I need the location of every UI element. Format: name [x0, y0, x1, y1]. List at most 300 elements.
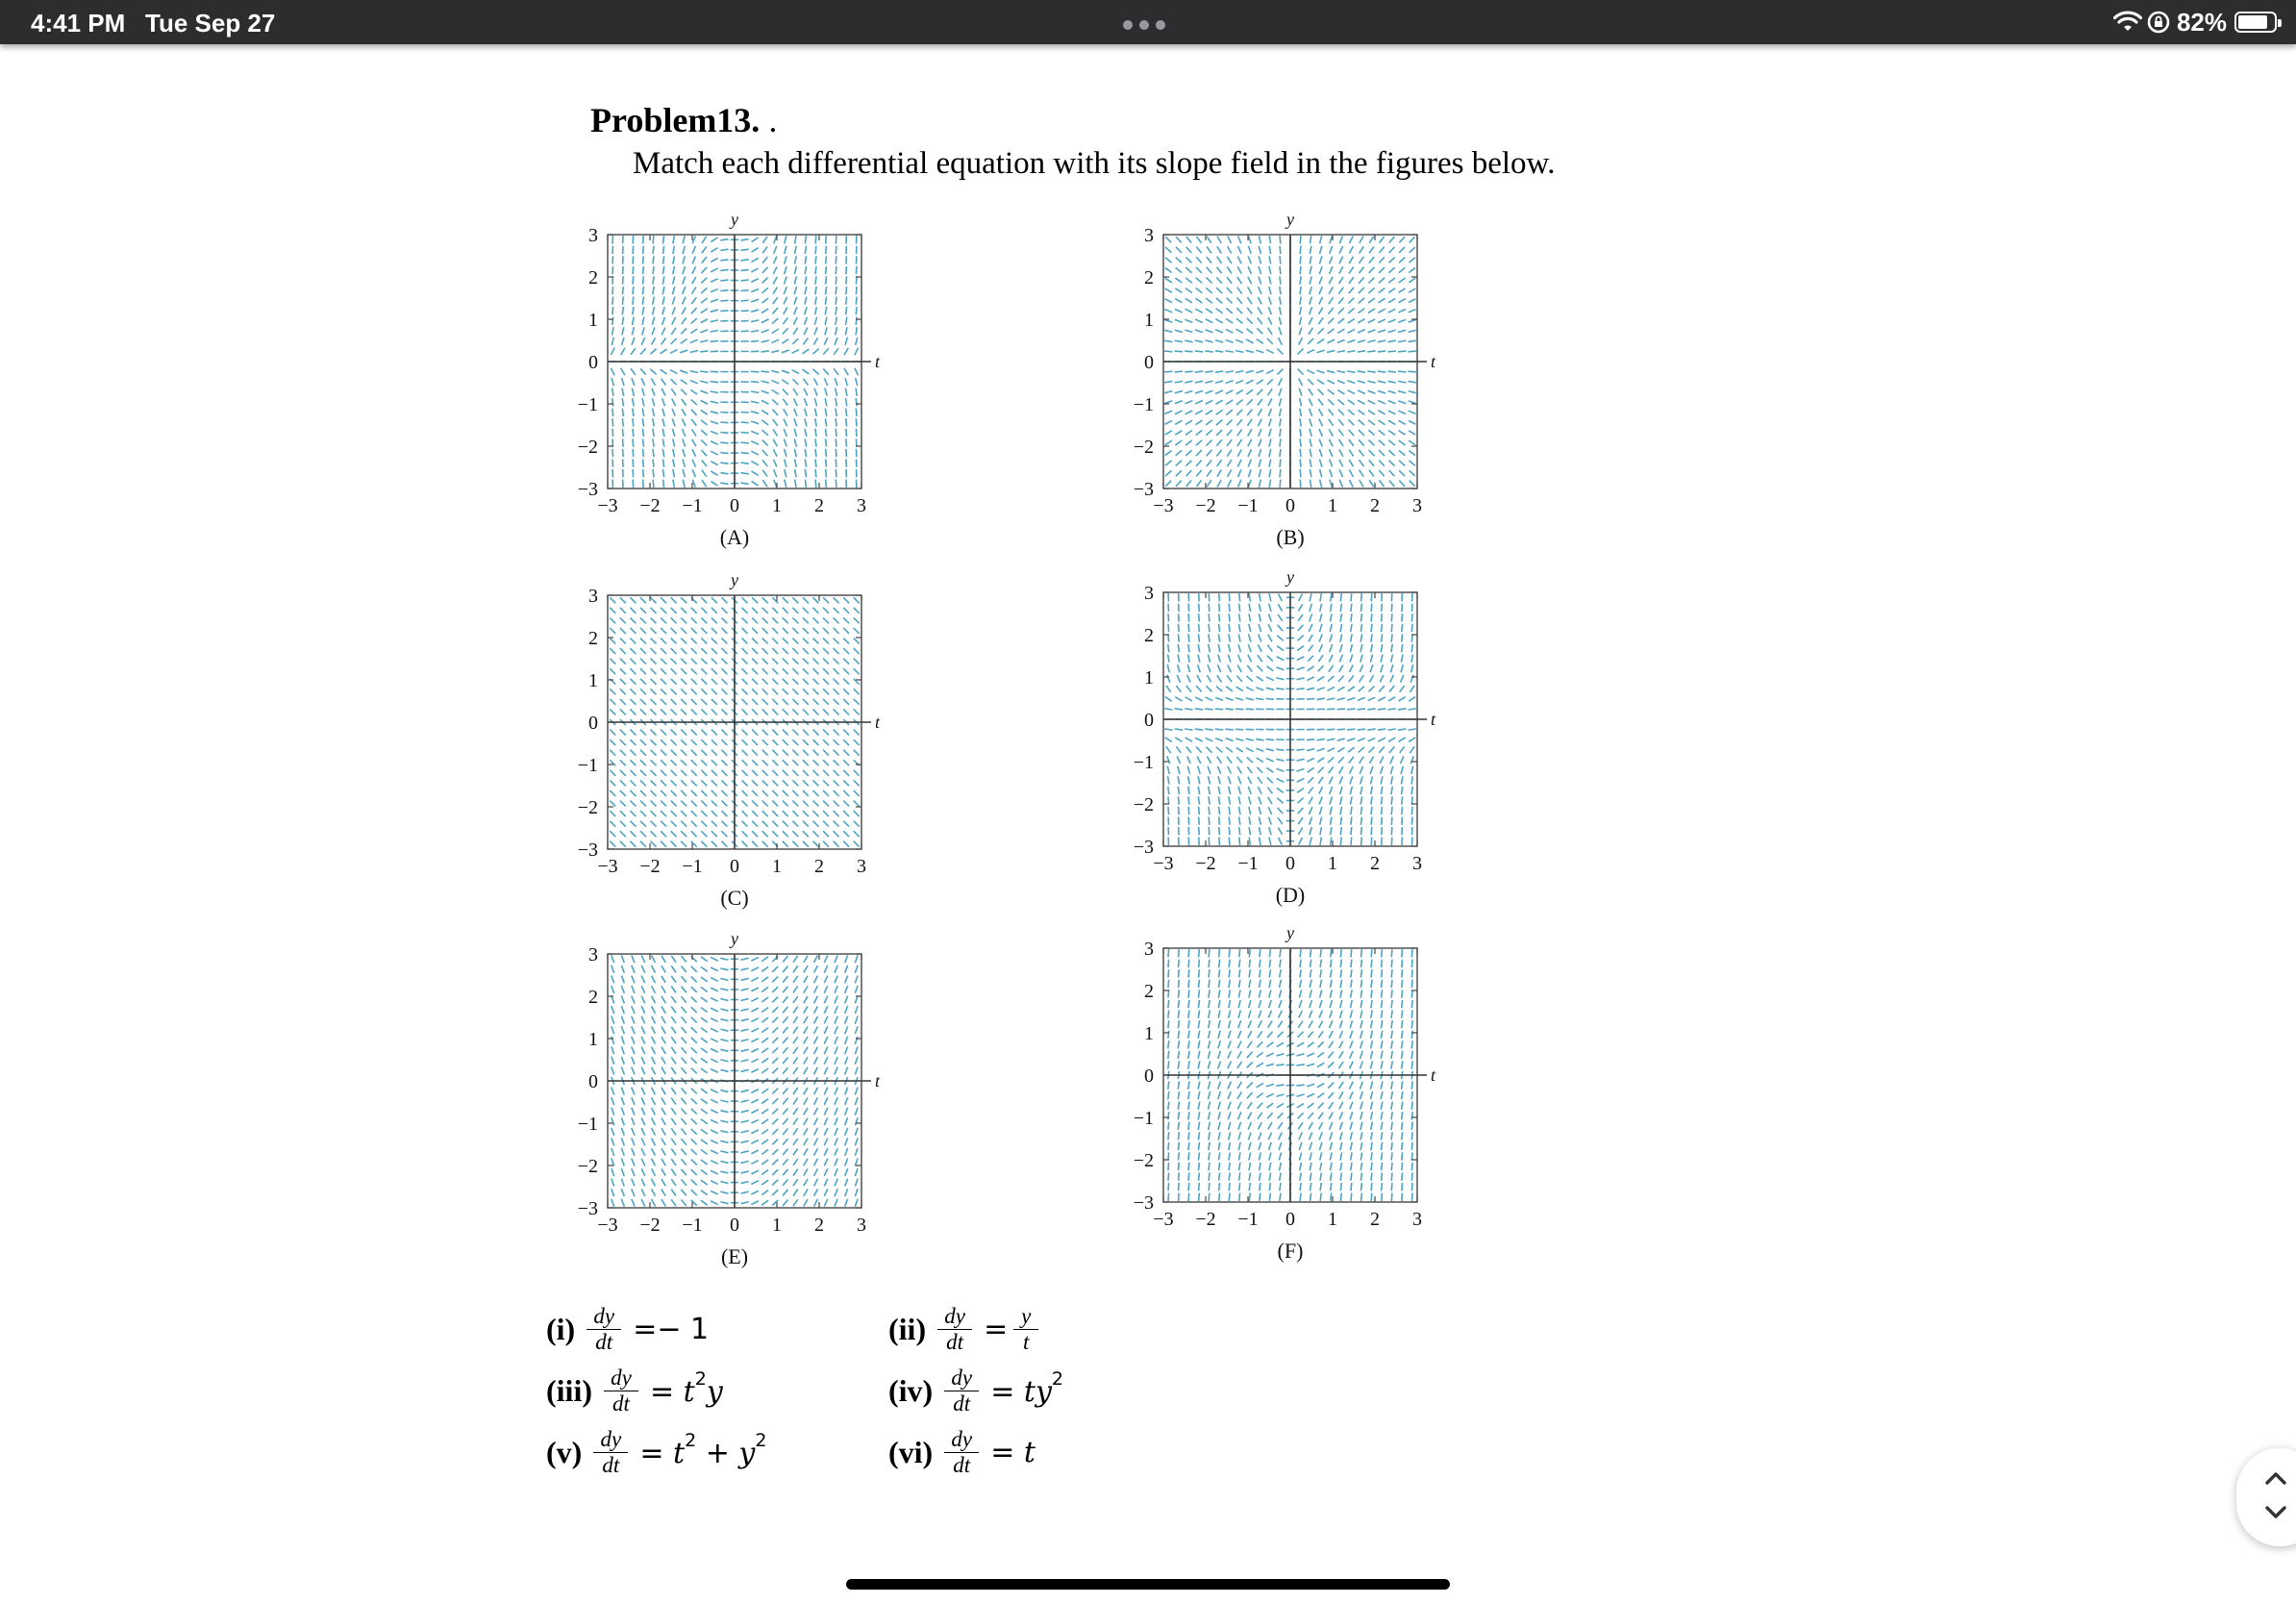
slope-segment [845, 1179, 848, 1187]
slope-segment [682, 1169, 686, 1175]
slope-segment [1215, 351, 1223, 352]
slope-segment [1329, 655, 1333, 663]
slope-segment [681, 648, 686, 654]
slope-segment [1227, 460, 1231, 466]
slope-segment [682, 996, 686, 1002]
slope-segment [651, 831, 657, 837]
slope-segment [1308, 666, 1314, 671]
slope-segment [661, 349, 667, 354]
slope-segment [783, 739, 788, 745]
slope-segment [1248, 1011, 1251, 1018]
slope-segment [1175, 351, 1183, 352]
slope-segment [815, 276, 816, 284]
slope-segment [1277, 798, 1283, 804]
slope-segment [1391, 816, 1392, 824]
slope-segment [671, 760, 677, 765]
slope-segment [1209, 1172, 1210, 1180]
slope-segment [793, 1169, 798, 1176]
slope-segment [1199, 604, 1200, 612]
slope-segment [681, 739, 686, 745]
slope-segment [1382, 960, 1383, 967]
slope-segment [700, 351, 708, 352]
slope-segment [1226, 410, 1232, 414]
slope-segment [652, 1088, 656, 1094]
slope-segment [772, 1109, 778, 1115]
slope-segment [651, 608, 657, 614]
slope-segment [855, 368, 859, 376]
slope-segment [1350, 1102, 1353, 1110]
slope-segment [1369, 686, 1375, 691]
slope-segment [855, 975, 858, 983]
slope-segment [711, 750, 717, 756]
slope-segment [1229, 624, 1230, 632]
slope-segment [1411, 654, 1412, 662]
slope-segment [1178, 1102, 1179, 1110]
slope-segment [782, 370, 789, 373]
slope-segment [1185, 450, 1191, 456]
slope-segment [1269, 990, 1271, 997]
slope-segment [1391, 796, 1392, 804]
slope-segment [1349, 469, 1353, 476]
slope-segment [815, 287, 816, 294]
slope-segment [751, 1150, 759, 1154]
slope-segment [772, 811, 778, 816]
slope-segment [823, 639, 829, 644]
equation-vi [888, 1427, 1036, 1478]
slope-segment [773, 439, 777, 446]
slope-segment [1381, 1061, 1383, 1068]
slope-segment [1238, 624, 1239, 632]
slope-segment [1351, 980, 1352, 988]
slope-segment [1317, 380, 1324, 385]
slope-segment [1388, 431, 1395, 436]
slope-segment [622, 338, 624, 345]
slope-segment [762, 450, 768, 456]
slope-segment [650, 369, 656, 375]
slope-segment [1339, 257, 1343, 264]
slope-segment [1360, 675, 1364, 682]
slope-segment [681, 709, 686, 714]
slope-segment [621, 975, 624, 983]
slope-segment [642, 296, 643, 304]
slope-segment [621, 1088, 624, 1095]
slope-segment [845, 965, 848, 973]
slope-segment [762, 278, 768, 284]
equation-rhs: =− 1 [633, 1313, 710, 1346]
slope-segment [826, 266, 827, 274]
chevron-down-icon[interactable] [2263, 1500, 2288, 1525]
slope-segment [652, 986, 656, 992]
slope-segment [846, 409, 847, 416]
slope-segment [1256, 350, 1263, 353]
slope-segment [1269, 469, 1271, 477]
slope-segment [1215, 371, 1223, 372]
slope-segment [783, 966, 787, 972]
slope-segment [711, 957, 718, 961]
slope-segment [671, 750, 677, 756]
slope-segment [1318, 665, 1324, 671]
slope-segment [671, 1007, 676, 1014]
slope-segment [815, 236, 816, 243]
x-tick-label: −1 [1237, 853, 1259, 874]
slope-segment [824, 1189, 828, 1196]
slope-segment [1349, 460, 1353, 466]
slope-segment [662, 449, 663, 457]
slope-segment [1167, 766, 1169, 774]
slope-segment [661, 1199, 665, 1206]
slope-segment [682, 966, 686, 972]
slope-segment [1340, 816, 1341, 824]
equals-sign: = [649, 1374, 675, 1409]
slope-segment [1329, 1113, 1333, 1119]
slope-segment [1358, 390, 1365, 393]
slope-segment [632, 1189, 635, 1196]
slope-segment [1382, 949, 1383, 957]
slope-segment [752, 780, 758, 786]
slope-segment [1165, 440, 1172, 445]
slope-segment [804, 1006, 808, 1013]
slope-segment [701, 400, 709, 404]
slope-segment [721, 831, 727, 837]
slope-segment [783, 1047, 787, 1053]
slope-segment [1195, 330, 1203, 333]
slope-segment [823, 368, 829, 374]
slope-segment [854, 648, 860, 654]
slope-segment [1348, 390, 1356, 394]
slope-segment [1267, 788, 1272, 794]
slope-segment [792, 668, 798, 674]
slope-segment [814, 1179, 818, 1186]
slope-segment [1411, 807, 1412, 815]
slope-segment [845, 1046, 848, 1054]
slope-segment [1209, 969, 1210, 977]
slope-segment [1411, 787, 1412, 794]
slope-segment [1300, 1183, 1301, 1190]
y-tick-label: −3 [1133, 1192, 1154, 1214]
slope-segment [823, 659, 829, 664]
slope-segment [1175, 709, 1183, 710]
slope-segment [1388, 319, 1396, 322]
slope-segment [682, 1118, 686, 1124]
slope-segment [1402, 1193, 1403, 1201]
slope-segment [1185, 431, 1192, 436]
slope-segment [1360, 990, 1361, 997]
slope-segment [843, 811, 849, 816]
slope-segment [632, 1128, 635, 1136]
slope-segment [1215, 697, 1223, 700]
slope-segment [1168, 1193, 1169, 1201]
slope-segment [701, 821, 707, 827]
slope-segment [1259, 266, 1261, 274]
slope-segment [823, 668, 829, 674]
home-indicator[interactable] [846, 1579, 1450, 1590]
slope-segment [761, 1109, 768, 1114]
slope-segment [671, 780, 677, 786]
slope-segment [1359, 687, 1364, 692]
slope-segment [1248, 644, 1251, 652]
slope-segment [813, 668, 819, 674]
slope-segment [855, 1097, 858, 1105]
slope-segment [814, 996, 818, 1003]
slope-segment [630, 659, 636, 664]
slope-segment [711, 1099, 718, 1103]
slope-segment [711, 668, 717, 674]
multitasking-dots-icon[interactable] [1123, 17, 1173, 29]
x-tick-label: 2 [1370, 495, 1380, 516]
slope-segment [1391, 949, 1392, 957]
slope-segment [793, 1179, 798, 1186]
slope-segment [1236, 390, 1243, 394]
slope-segment [1175, 391, 1183, 393]
slope-segment [1218, 1020, 1220, 1028]
slope-segment [1308, 767, 1314, 772]
slope-segment [671, 1148, 676, 1155]
slope-segment [1320, 980, 1322, 988]
slope-segment [720, 453, 728, 454]
slope-segment [1198, 1061, 1200, 1068]
slope-segment [814, 327, 817, 335]
x-tick-label: 0 [730, 856, 739, 877]
x-tick-label: 3 [1412, 1209, 1422, 1230]
slope-segment [1229, 949, 1230, 957]
slope-segment [621, 986, 624, 993]
slope-segment [1235, 709, 1243, 710]
slope-segment [1269, 276, 1271, 284]
slope-segment [824, 1047, 828, 1055]
slope-segment [751, 1170, 759, 1174]
slope-segment [1308, 379, 1313, 385]
slope-segment [1268, 635, 1272, 641]
slope-segment [815, 307, 817, 314]
slope-segment [720, 958, 728, 960]
slope-segment [1168, 1091, 1169, 1099]
slope-segment [682, 409, 686, 415]
slope-segment [835, 1097, 837, 1105]
slope-segment [1164, 729, 1172, 730]
slope-segment [1319, 1142, 1321, 1150]
slope-segment [1339, 776, 1342, 784]
slope-segment [1248, 1031, 1252, 1038]
slope-segment [1168, 816, 1169, 824]
slope-segment [611, 338, 613, 345]
slope-segment [1387, 351, 1395, 352]
slope-segment [1369, 257, 1374, 263]
slope-segment [1247, 1102, 1252, 1109]
slope-segment [611, 368, 614, 376]
slope-segment [701, 1109, 708, 1114]
slope-segment [1249, 960, 1250, 967]
slope-segment [1391, 1172, 1392, 1180]
slope-segment [1317, 370, 1325, 373]
slope-segment [773, 266, 777, 274]
x-tick-label: −3 [597, 856, 618, 877]
slope-segment [1317, 1052, 1324, 1057]
slope-segment [1280, 409, 1282, 416]
slope-segment [1247, 308, 1252, 314]
slope-segment [856, 307, 857, 314]
slope-segment [1371, 634, 1372, 641]
slope-segment [1207, 675, 1210, 682]
slope-segment [1380, 237, 1385, 243]
slope-segment [843, 699, 849, 705]
slope-segment [701, 966, 708, 971]
slope-segment [834, 760, 839, 765]
slope-segment [742, 617, 748, 623]
slope-segment [762, 246, 767, 253]
slope-segment [1280, 256, 1281, 263]
slope-segment [632, 1108, 635, 1115]
slope-segment [701, 760, 707, 765]
slope-segment [834, 368, 838, 375]
slope-segment [1378, 709, 1385, 710]
slope-segment [721, 597, 727, 603]
slope-segment [1269, 593, 1271, 601]
slope-segment [1310, 256, 1311, 263]
slope-segment [843, 760, 849, 765]
slope-segment [824, 976, 828, 984]
slope-segment [1320, 614, 1322, 621]
slope-segment [711, 258, 717, 262]
slope-segment [854, 730, 860, 736]
slope-segment [1339, 266, 1343, 273]
slope-segment [835, 1199, 837, 1207]
slope-segment [1269, 246, 1271, 254]
slope-segment [1248, 1020, 1251, 1028]
slope-segment [632, 338, 635, 345]
slope-segment [783, 679, 788, 685]
slope-segment [1175, 411, 1183, 414]
slope-segment [1268, 1021, 1272, 1028]
x-tick-label: 1 [1328, 1209, 1337, 1230]
slope-segment [1319, 429, 1322, 437]
slope-segment [682, 317, 686, 324]
slope-segment [1367, 340, 1375, 342]
slope-segment [671, 328, 676, 335]
slope-segment [641, 955, 645, 963]
slope-segment [1402, 1183, 1403, 1190]
slope-segment [611, 1108, 614, 1115]
slope-segment [630, 831, 636, 837]
slope-segment [621, 368, 625, 375]
slope-segment [1249, 796, 1251, 804]
slope-segment [711, 648, 717, 654]
slope-segment [740, 1151, 748, 1153]
slope-segment [845, 388, 847, 396]
slope-segment [1229, 604, 1230, 612]
slope-segment [711, 739, 717, 745]
slope-segment [761, 1180, 768, 1185]
slope-segment [1236, 329, 1243, 333]
slope-segment [1266, 1053, 1274, 1057]
slope-segment [1309, 807, 1311, 815]
slope-segment [740, 300, 748, 301]
slope-segment [834, 780, 839, 786]
slope-segment [1340, 787, 1342, 794]
slope-segment [1277, 369, 1283, 375]
slope-segment [792, 780, 798, 786]
slope-segment [1411, 1020, 1412, 1028]
slope-segment [622, 418, 623, 426]
slope-segment [1409, 738, 1415, 742]
slope-segment [855, 1088, 858, 1095]
slope-segment [815, 256, 816, 263]
slope-segment [691, 1160, 697, 1165]
slope-segment [681, 668, 686, 674]
slope-segment [1371, 1020, 1373, 1028]
slope-segment [662, 287, 664, 294]
slope-segment [762, 237, 767, 243]
derivative-fraction [593, 1427, 628, 1478]
slope-segment [1340, 644, 1342, 652]
slope-segment [691, 821, 697, 827]
slope-segment [834, 730, 839, 736]
slope-segment [1409, 351, 1416, 352]
slope-segment [1309, 1021, 1312, 1028]
slope-segment [1371, 624, 1372, 632]
slope-segment [662, 317, 665, 325]
slope-segment [1338, 1062, 1343, 1068]
slope-segment [1402, 960, 1403, 967]
slope-segment [1308, 338, 1313, 344]
slope-segment [1338, 410, 1344, 415]
slope-segment [1310, 429, 1311, 437]
slope-segment [620, 679, 626, 685]
slope-segment [1320, 1183, 1321, 1190]
slope-segment [651, 811, 657, 816]
slope-segment [1258, 419, 1261, 427]
slope-segment [1277, 646, 1284, 651]
slope-segment [1391, 960, 1392, 967]
slope-segment [792, 841, 798, 847]
slope-segment [855, 1037, 858, 1044]
slope-segment [1318, 317, 1323, 324]
slope-segment [1402, 624, 1403, 632]
slope-segment [751, 1201, 759, 1205]
slope-segment [721, 841, 727, 847]
slope-segment [1379, 470, 1384, 477]
slope-segment [682, 399, 686, 406]
slope-segment [792, 831, 798, 837]
slope-segment [1337, 329, 1344, 333]
slope-segment [784, 308, 787, 314]
slope-segment [1267, 777, 1273, 783]
slope-segment [621, 1016, 624, 1024]
chevron-up-icon[interactable] [2263, 1466, 2288, 1491]
slope-segment [1402, 1172, 1403, 1180]
slope-segment [1258, 787, 1261, 794]
slope-segment [1168, 1051, 1169, 1059]
y-tick-label: 0 [588, 352, 598, 373]
slope-segment [1371, 644, 1373, 652]
slope-segment [652, 976, 656, 983]
slope-segment [711, 1028, 718, 1032]
slope-segment [792, 790, 798, 796]
slope-segment [1340, 1132, 1342, 1140]
slope-segment [1411, 614, 1412, 621]
slope-segment [1188, 1102, 1189, 1110]
slope-segment [1227, 450, 1232, 457]
slope-segment [1340, 604, 1341, 612]
slope-segment [1218, 1122, 1220, 1130]
slope-segment [843, 790, 849, 796]
slope-segment [1209, 1102, 1210, 1110]
slope-segment [1339, 277, 1343, 284]
slope-segment [846, 398, 847, 406]
slope-segment [1229, 1000, 1231, 1008]
slope-segment [1164, 401, 1172, 404]
slope-segment [1276, 1054, 1284, 1056]
slope-segment [691, 1007, 697, 1013]
